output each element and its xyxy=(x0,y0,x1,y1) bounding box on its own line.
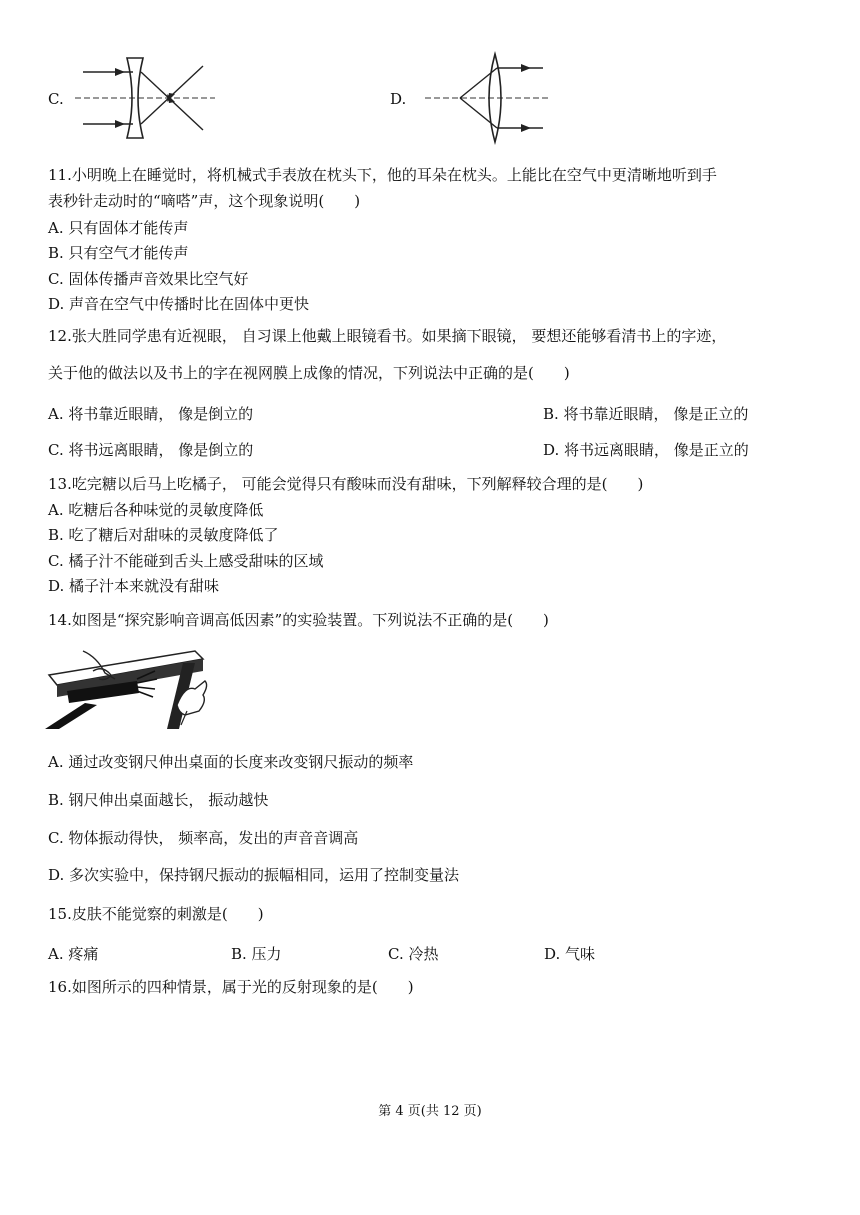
q15-option-b: B. 压力 xyxy=(231,945,282,963)
q12-option-a: A. 将书靠近眼睛， 像是倒立的 xyxy=(48,405,254,423)
q13-option-d: D. 橘子汁本来就没有甜味 xyxy=(48,577,220,595)
q11-stem-line2: 表秒针走动时的“嘀嗒”声，这个现象说明( ) xyxy=(48,192,361,210)
q14-stem: 14.如图是“探究影响音调高低因素”的实验装置。下列说法不正确的是( ) xyxy=(48,611,549,629)
q15-option-a: A. 疼痛 xyxy=(48,945,99,963)
q13-option-c: C. 橘子汁不能碰到舌头上感受甜味的区域 xyxy=(48,552,324,570)
q14-option-c: C. 物体振动得快， 频率高，发出的声音音调高 xyxy=(48,829,359,847)
q14-option-b: B. 钢尺伸出桌面越长， 振动越快 xyxy=(48,791,269,809)
q10-option-d-label: D. xyxy=(390,90,407,108)
q13-option-a: A. 吃糖后各种味觉的灵敏度降低 xyxy=(48,501,264,519)
q12-option-b: B. 将书靠近眼睛， 像是正立的 xyxy=(543,405,749,423)
q15-option-d: D. 气味 xyxy=(544,945,596,963)
q11-option-d: D. 声音在空气中传播时比在固体中更快 xyxy=(48,295,310,313)
q12-stem-line1: 12.张大胜同学患有近视眼， 自习课上他戴上眼镜看书。如果摘下眼镜， 要想还能够看清书上的字迹， xyxy=(48,327,727,345)
page-number-footer: 第 4 页(共 12 页) xyxy=(378,1104,482,1119)
ruler-vibration-experiment-figure xyxy=(45,645,215,730)
q11-stem-line1: 11.小明晚上在睡觉时，将机械式手表放在枕头下，他的耳朵在枕头。上能比在空气中更清晰地听到手 xyxy=(48,166,717,184)
q16-stem: 16.如图所示的四种情景，属于光的反射现象的是( ) xyxy=(48,978,414,996)
q13-option-b: B. 吃了糖后对甜味的灵敏度降低了 xyxy=(48,526,279,544)
convex-lens-diagram xyxy=(425,50,560,145)
concave-lens-diagram xyxy=(75,50,225,145)
q13-stem: 13.吃完糖以后马上吃橘子， 可能会觉得只有酸味而没有甜味，下列解释较合理的是( ) xyxy=(48,475,644,493)
q11-option-a: A. 只有固体才能传声 xyxy=(48,219,189,237)
q11-option-c: C. 固体传播声音效果比空气好 xyxy=(48,270,249,288)
q12-stem-line2: 关于他的做法以及书上的字在视网膜上成像的情况，下列说法中正确的是( ) xyxy=(48,364,570,382)
q11-option-b: B. 只有空气才能传声 xyxy=(48,244,189,262)
q14-option-a: A. 通过改变钢尺伸出桌面的长度来改变钢尺振动的频率 xyxy=(48,753,414,771)
q10-option-c-label: C. xyxy=(48,90,64,108)
q15-stem: 15.皮肤不能觉察的刺激是( ) xyxy=(48,905,264,923)
q15-option-c: C. 冷热 xyxy=(388,945,439,963)
q14-option-d: D. 多次实验中，保持钢尺振动的振幅相同，运用了控制变量法 xyxy=(48,866,460,884)
q12-option-d: D. 将书远离眼睛， 像是正立的 xyxy=(543,441,749,459)
q12-option-c: C. 将书远离眼睛， 像是倒立的 xyxy=(48,441,254,459)
